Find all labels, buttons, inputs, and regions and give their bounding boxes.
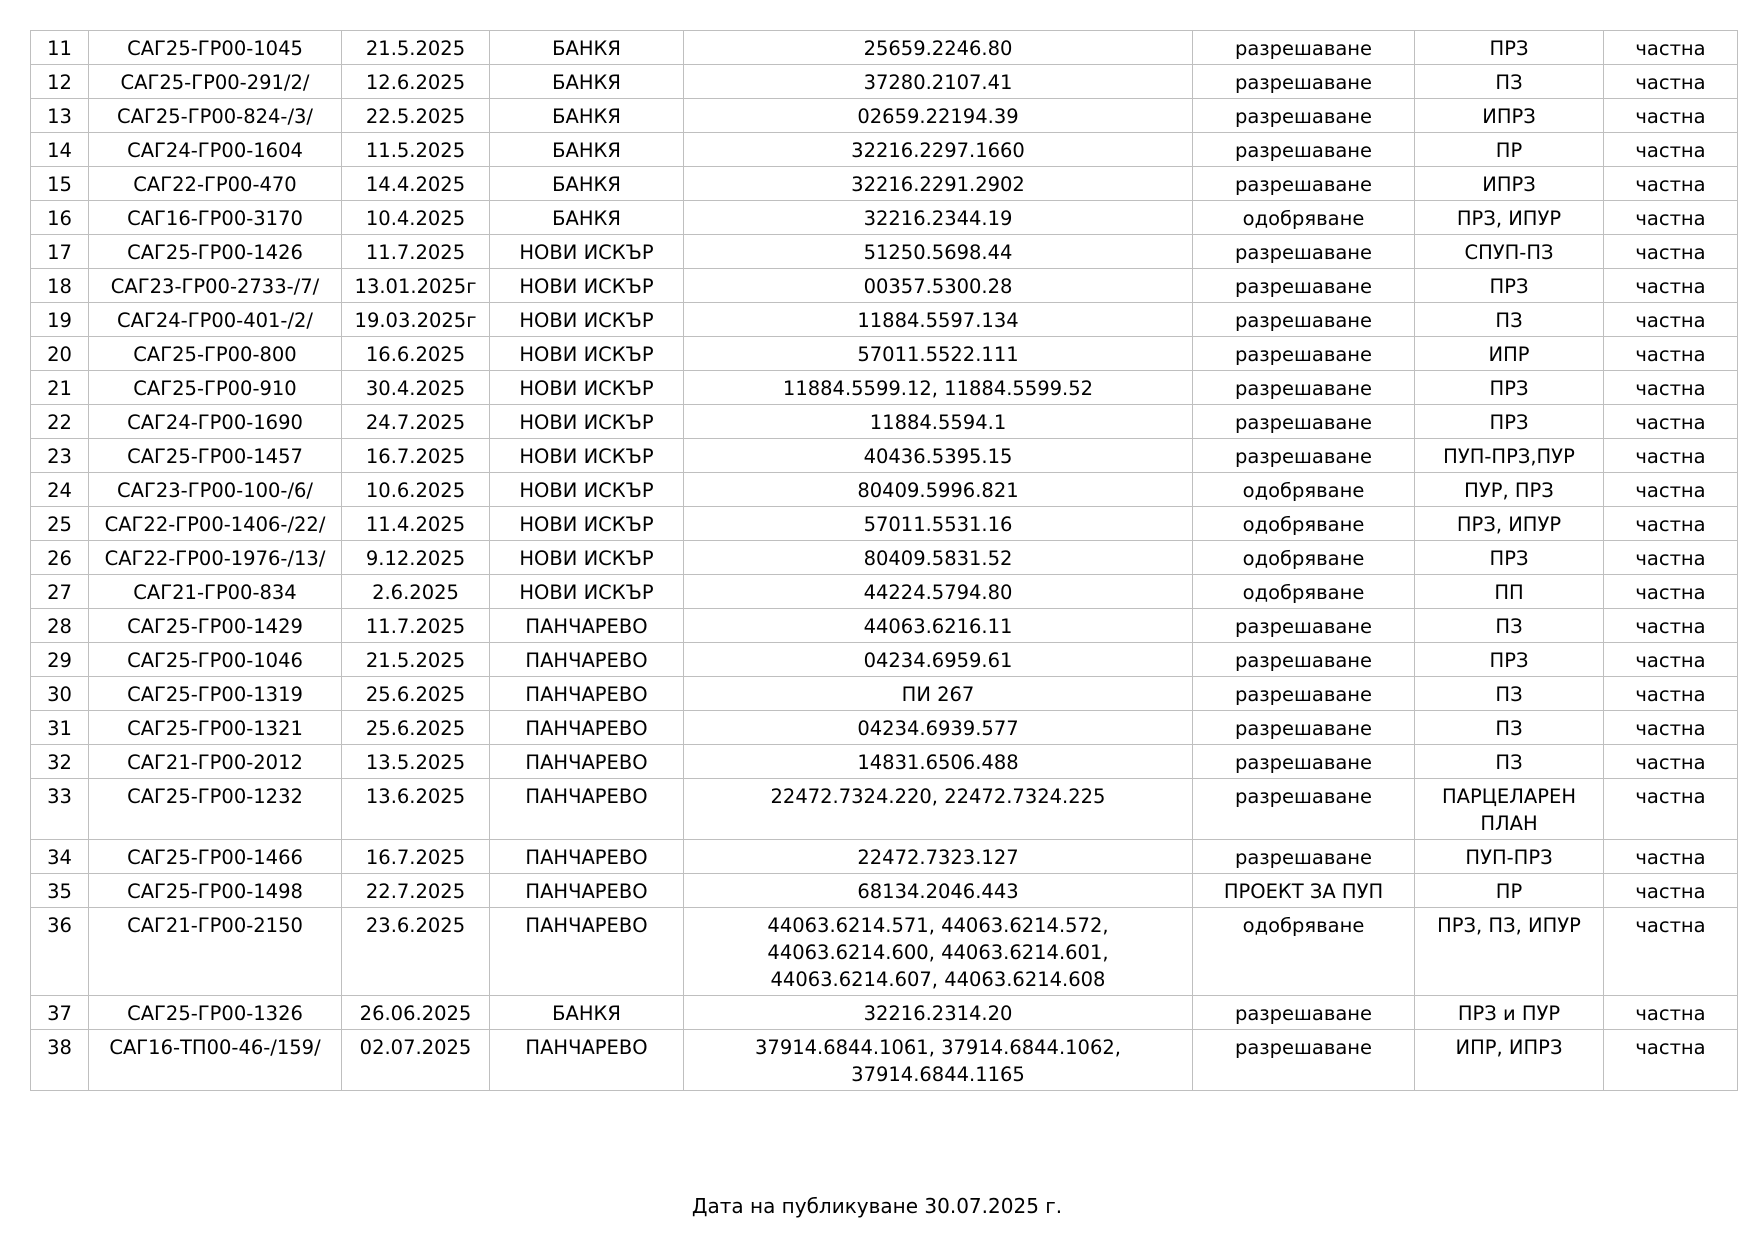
procedure-cell: разрешаване (1193, 439, 1415, 473)
date-cell: 21.5.2025 (342, 643, 490, 677)
ownership-cell: частна (1604, 779, 1738, 840)
document-number-cell: САГ25-ГР00-1457 (89, 439, 342, 473)
procedure-cell: разрешаване (1193, 840, 1415, 874)
plot-id-cell: 04234.6959.61 (684, 643, 1193, 677)
ownership-cell: частна (1604, 541, 1738, 575)
table-row (31, 874, 1738, 908)
row-number-cell: 33 (31, 779, 89, 840)
district-cell: НОВИ ИСКЪР (490, 507, 684, 541)
date-cell: 25.6.2025 (342, 677, 490, 711)
ownership-cell: частна (1604, 167, 1738, 201)
district-cell: БАНКЯ (490, 65, 684, 99)
row-number-cell: 29 (31, 643, 89, 677)
row-number-cell: 31 (31, 711, 89, 745)
ownership-cell: частна (1604, 31, 1738, 65)
plot-id-cell: 44063.6214.571, 44063.6214.572, 44063.6214.600, 44063.6214.601, 44063.6214.607, 44063.6214.608 (684, 908, 1193, 996)
district-cell: НОВИ ИСКЪР (490, 371, 684, 405)
row-number-cell: 12 (31, 65, 89, 99)
document-number-cell: САГ25-ГР00-1319 (89, 677, 342, 711)
plot-id-cell: 51250.5698.44 (684, 235, 1193, 269)
ownership-cell: частна (1604, 269, 1738, 303)
row-number-cell: 18 (31, 269, 89, 303)
plan-type-cell: ПРЗ (1415, 405, 1604, 439)
procedure-cell: одобряване (1193, 575, 1415, 609)
plan-type-cell: ПРЗ, ПЗ, ИПУР (1415, 908, 1604, 996)
row-number-cell: 30 (31, 677, 89, 711)
plan-type-cell: ИПР, ИПРЗ (1415, 1030, 1604, 1091)
table-row (31, 745, 1738, 779)
ownership-cell: частна (1604, 575, 1738, 609)
ownership-cell: частна (1604, 874, 1738, 908)
district-cell: ПАНЧАРЕВО (490, 840, 684, 874)
date-cell: 13.6.2025 (342, 779, 490, 840)
table-row (31, 643, 1738, 677)
district-cell: ПАНЧАРЕВО (490, 711, 684, 745)
plot-id-cell: 40436.5395.15 (684, 439, 1193, 473)
district-cell: БАНКЯ (490, 31, 684, 65)
table-row (31, 235, 1738, 269)
row-number-cell: 24 (31, 473, 89, 507)
ownership-cell: частна (1604, 996, 1738, 1030)
district-cell: НОВИ ИСКЪР (490, 439, 684, 473)
plan-type-cell: ПРЗ (1415, 269, 1604, 303)
row-number-cell: 28 (31, 609, 89, 643)
plot-id-cell: 14831.6506.488 (684, 745, 1193, 779)
date-cell: 22.7.2025 (342, 874, 490, 908)
table-row (31, 31, 1738, 65)
plan-type-cell: ПП (1415, 575, 1604, 609)
procedure-cell: разрешаване (1193, 167, 1415, 201)
document-number-cell: САГ25-ГР00-800 (89, 337, 342, 371)
ownership-cell: частна (1604, 303, 1738, 337)
date-cell: 11.5.2025 (342, 133, 490, 167)
document-number-cell: САГ25-ГР00-1046 (89, 643, 342, 677)
plot-id-cell: 57011.5522.111 (684, 337, 1193, 371)
procedure-cell: разрешаване (1193, 235, 1415, 269)
district-cell: БАНКЯ (490, 167, 684, 201)
plot-id-cell: 22472.7324.220, 22472.7324.225 (684, 779, 1193, 840)
procedure-cell: разрешаване (1193, 996, 1415, 1030)
plot-id-cell: 32216.2314.20 (684, 996, 1193, 1030)
row-number-cell: 26 (31, 541, 89, 575)
plot-id-cell: 04234.6939.577 (684, 711, 1193, 745)
date-cell: 02.07.2025 (342, 1030, 490, 1091)
table-row (31, 507, 1738, 541)
ownership-cell: частна (1604, 643, 1738, 677)
procedure-cell: разрешаване (1193, 677, 1415, 711)
ownership-cell: частна (1604, 201, 1738, 235)
district-cell: ПАНЧАРЕВО (490, 745, 684, 779)
document-number-cell: САГ25-ГР00-1466 (89, 840, 342, 874)
plan-type-cell: ПУП-ПРЗ (1415, 840, 1604, 874)
plot-id-cell: 00357.5300.28 (684, 269, 1193, 303)
ownership-cell: частна (1604, 439, 1738, 473)
table-body (31, 31, 1738, 1091)
district-cell: БАНКЯ (490, 201, 684, 235)
document-number-cell: САГ21-ГР00-2150 (89, 908, 342, 996)
table-row (31, 201, 1738, 235)
table-row (31, 1030, 1738, 1091)
row-number-cell: 25 (31, 507, 89, 541)
date-cell: 30.4.2025 (342, 371, 490, 405)
plan-type-cell: ПРЗ и ПУР (1415, 996, 1604, 1030)
date-cell: 13.5.2025 (342, 745, 490, 779)
plan-type-cell: ПЗ (1415, 711, 1604, 745)
document-number-cell: САГ25-ГР00-1045 (89, 31, 342, 65)
procedure-cell: разрешаване (1193, 269, 1415, 303)
plot-id-cell: 32216.2297.1660 (684, 133, 1193, 167)
procedure-cell: разрешаване (1193, 711, 1415, 745)
plan-type-cell: ИПРЗ (1415, 167, 1604, 201)
date-cell: 16.7.2025 (342, 840, 490, 874)
ownership-cell: частна (1604, 1030, 1738, 1091)
table-row (31, 303, 1738, 337)
date-cell: 21.5.2025 (342, 31, 490, 65)
table-row (31, 133, 1738, 167)
row-number-cell: 19 (31, 303, 89, 337)
date-cell: 2.6.2025 (342, 575, 490, 609)
document-number-cell: САГ24-ГР00-1604 (89, 133, 342, 167)
document-number-cell: САГ22-ГР00-1976-/13/ (89, 541, 342, 575)
date-cell: 11.7.2025 (342, 609, 490, 643)
procedure-cell: разрешаване (1193, 337, 1415, 371)
table-row (31, 65, 1738, 99)
plot-id-cell: 32216.2291.2902 (684, 167, 1193, 201)
ownership-cell: частна (1604, 99, 1738, 133)
date-cell: 23.6.2025 (342, 908, 490, 996)
procedure-cell: разрешаване (1193, 405, 1415, 439)
district-cell: БАНКЯ (490, 99, 684, 133)
plan-type-cell: ПАРЦЕЛАРЕН ПЛАН (1415, 779, 1604, 840)
plot-id-cell: 44063.6216.11 (684, 609, 1193, 643)
plan-type-cell: ПР (1415, 133, 1604, 167)
plot-id-cell: 80409.5831.52 (684, 541, 1193, 575)
date-cell: 19.03.2025г (342, 303, 490, 337)
procedure-cell: разрешаване (1193, 779, 1415, 840)
plan-type-cell: ПЗ (1415, 65, 1604, 99)
district-cell: ПАНЧАРЕВО (490, 677, 684, 711)
date-cell: 12.6.2025 (342, 65, 490, 99)
ownership-cell: частна (1604, 677, 1738, 711)
ownership-cell: частна (1604, 473, 1738, 507)
row-number-cell: 11 (31, 31, 89, 65)
district-cell: БАНКЯ (490, 133, 684, 167)
ownership-cell: частна (1604, 235, 1738, 269)
plot-id-cell: 11884.5599.12, 11884.5599.52 (684, 371, 1193, 405)
plan-type-cell: ПР (1415, 874, 1604, 908)
district-cell: ПАНЧАРЕВО (490, 643, 684, 677)
table-row (31, 711, 1738, 745)
procedure-cell: одобряване (1193, 541, 1415, 575)
district-cell: ПАНЧАРЕВО (490, 908, 684, 996)
district-cell: НОВИ ИСКЪР (490, 235, 684, 269)
district-cell: НОВИ ИСКЪР (490, 473, 684, 507)
plan-type-cell: ПРЗ, ИПУР (1415, 507, 1604, 541)
district-cell: НОВИ ИСКЪР (490, 303, 684, 337)
plot-id-cell: 44224.5794.80 (684, 575, 1193, 609)
document-number-cell: САГ24-ГР00-401-/2/ (89, 303, 342, 337)
district-cell: НОВИ ИСКЪР (490, 405, 684, 439)
procedure-cell: одобряване (1193, 507, 1415, 541)
plot-id-cell: 37280.2107.41 (684, 65, 1193, 99)
ownership-cell: частна (1604, 405, 1738, 439)
table-row (31, 269, 1738, 303)
document-number-cell: САГ16-ГР00-3170 (89, 201, 342, 235)
date-cell: 14.4.2025 (342, 167, 490, 201)
row-number-cell: 20 (31, 337, 89, 371)
date-cell: 16.6.2025 (342, 337, 490, 371)
date-cell: 9.12.2025 (342, 541, 490, 575)
plan-type-cell: ПРЗ (1415, 643, 1604, 677)
table-row (31, 677, 1738, 711)
district-cell: НОВИ ИСКЪР (490, 269, 684, 303)
document-number-cell: САГ22-ГР00-470 (89, 167, 342, 201)
plan-type-cell: ПЗ (1415, 303, 1604, 337)
document-number-cell: САГ22-ГР00-1406-/22/ (89, 507, 342, 541)
row-number-cell: 37 (31, 996, 89, 1030)
procedure-cell: разрешаване (1193, 99, 1415, 133)
ownership-cell: частна (1604, 745, 1738, 779)
row-number-cell: 22 (31, 405, 89, 439)
ownership-cell: частна (1604, 371, 1738, 405)
row-number-cell: 34 (31, 840, 89, 874)
plot-id-cell: 68134.2046.443 (684, 874, 1193, 908)
ownership-cell: частна (1604, 507, 1738, 541)
document-number-cell: САГ25-ГР00-291/2/ (89, 65, 342, 99)
date-cell: 10.6.2025 (342, 473, 490, 507)
table-row (31, 99, 1738, 133)
document-number-cell: САГ25-ГР00-1326 (89, 996, 342, 1030)
procedure-cell: одобряване (1193, 908, 1415, 996)
plan-type-cell: СПУП-ПЗ (1415, 235, 1604, 269)
plot-id-cell: 57011.5531.16 (684, 507, 1193, 541)
plot-id-cell: 02659.22194.39 (684, 99, 1193, 133)
plan-type-cell: ПРЗ (1415, 371, 1604, 405)
plot-id-cell: 11884.5594.1 (684, 405, 1193, 439)
plot-id-cell: 25659.2246.80 (684, 31, 1193, 65)
date-cell: 25.6.2025 (342, 711, 490, 745)
document-number-cell: САГ25-ГР00-1429 (89, 609, 342, 643)
document-number-cell: САГ16-ТП00-46-/159/ (89, 1030, 342, 1091)
plan-type-cell: ПУР, ПРЗ (1415, 473, 1604, 507)
procedure-cell: разрешаване (1193, 303, 1415, 337)
plan-type-cell: ПРЗ (1415, 541, 1604, 575)
procedure-cell: разрешаване (1193, 31, 1415, 65)
procedure-cell: ПРОЕКТ ЗА ПУП (1193, 874, 1415, 908)
document-number-cell: САГ25-ГР00-910 (89, 371, 342, 405)
row-number-cell: 16 (31, 201, 89, 235)
row-number-cell: 36 (31, 908, 89, 996)
ownership-cell: частна (1604, 711, 1738, 745)
table-row (31, 840, 1738, 874)
procedure-cell: разрешаване (1193, 1030, 1415, 1091)
district-cell: ПАНЧАРЕВО (490, 609, 684, 643)
procedure-cell: разрешаване (1193, 643, 1415, 677)
plan-type-cell: ИПР (1415, 337, 1604, 371)
row-number-cell: 21 (31, 371, 89, 405)
procedure-cell: одобряване (1193, 201, 1415, 235)
date-cell: 24.7.2025 (342, 405, 490, 439)
table-row (31, 996, 1738, 1030)
procedure-cell: разрешаване (1193, 609, 1415, 643)
document-number-cell: САГ23-ГР00-100-/6/ (89, 473, 342, 507)
row-number-cell: 27 (31, 575, 89, 609)
ownership-cell: частна (1604, 133, 1738, 167)
date-cell: 13.01.2025г (342, 269, 490, 303)
row-number-cell: 15 (31, 167, 89, 201)
row-number-cell: 13 (31, 99, 89, 133)
document-number-cell: САГ25-ГР00-1426 (89, 235, 342, 269)
table-row (31, 473, 1738, 507)
publication-date: Дата на публикуване 30.07.2025 г. (691, 1194, 1063, 1218)
plan-type-cell: ПЗ (1415, 677, 1604, 711)
plan-type-cell: ПЗ (1415, 745, 1604, 779)
plan-type-cell: ПЗ (1415, 609, 1604, 643)
ownership-cell: частна (1604, 609, 1738, 643)
table-row (31, 609, 1738, 643)
district-cell: БАНКЯ (490, 996, 684, 1030)
register-table (30, 30, 1738, 1091)
plot-id-cell: 37914.6844.1061, 37914.6844.1062, 37914.6844.1165 (684, 1030, 1193, 1091)
ownership-cell: частна (1604, 908, 1738, 996)
table-row (31, 337, 1738, 371)
district-cell: ПАНЧАРЕВО (490, 1030, 684, 1091)
ownership-cell: частна (1604, 840, 1738, 874)
ownership-cell: частна (1604, 65, 1738, 99)
plot-id-cell: ПИ 267 (684, 677, 1193, 711)
district-cell: НОВИ ИСКЪР (490, 337, 684, 371)
row-number-cell: 32 (31, 745, 89, 779)
document-number-cell: САГ24-ГР00-1690 (89, 405, 342, 439)
table-row (31, 575, 1738, 609)
table-row (31, 439, 1738, 473)
district-cell: ПАНЧАРЕВО (490, 874, 684, 908)
ownership-cell: частна (1604, 337, 1738, 371)
plan-type-cell: ПРЗ (1415, 31, 1604, 65)
plot-id-cell: 80409.5996.821 (684, 473, 1193, 507)
table-row (31, 908, 1738, 996)
table-row (31, 405, 1738, 439)
procedure-cell: разрешаване (1193, 371, 1415, 405)
row-number-cell: 35 (31, 874, 89, 908)
district-cell: ПАНЧАРЕВО (490, 779, 684, 840)
row-number-cell: 23 (31, 439, 89, 473)
date-cell: 11.4.2025 (342, 507, 490, 541)
document-number-cell: САГ21-ГР00-834 (89, 575, 342, 609)
row-number-cell: 38 (31, 1030, 89, 1091)
document-number-cell: САГ25-ГР00-1232 (89, 779, 342, 840)
document-number-cell: САГ23-ГР00-2733-/7/ (89, 269, 342, 303)
district-cell: НОВИ ИСКЪР (490, 541, 684, 575)
document-number-cell: САГ25-ГР00-1321 (89, 711, 342, 745)
date-cell: 26.06.2025 (342, 996, 490, 1030)
plan-type-cell: ПРЗ, ИПУР (1415, 201, 1604, 235)
row-number-cell: 17 (31, 235, 89, 269)
plot-id-cell: 11884.5597.134 (684, 303, 1193, 337)
table-row (31, 371, 1738, 405)
table-row (31, 541, 1738, 575)
date-cell: 16.7.2025 (342, 439, 490, 473)
row-number-cell: 14 (31, 133, 89, 167)
plot-id-cell: 32216.2344.19 (684, 201, 1193, 235)
document-number-cell: САГ21-ГР00-2012 (89, 745, 342, 779)
table-row (31, 779, 1738, 840)
procedure-cell: одобряване (1193, 473, 1415, 507)
plot-id-cell: 22472.7323.127 (684, 840, 1193, 874)
document-number-cell: САГ25-ГР00-824-/3/ (89, 99, 342, 133)
plan-type-cell: ИПРЗ (1415, 99, 1604, 133)
district-cell: НОВИ ИСКЪР (490, 575, 684, 609)
date-cell: 10.4.2025 (342, 201, 490, 235)
document-number-cell: САГ25-ГР00-1498 (89, 874, 342, 908)
date-cell: 11.7.2025 (342, 235, 490, 269)
procedure-cell: разрешаване (1193, 745, 1415, 779)
table-row (31, 167, 1738, 201)
plan-type-cell: ПУП-ПРЗ,ПУР (1415, 439, 1604, 473)
date-cell: 22.5.2025 (342, 99, 490, 133)
procedure-cell: разрешаване (1193, 133, 1415, 167)
procedure-cell: разрешаване (1193, 65, 1415, 99)
